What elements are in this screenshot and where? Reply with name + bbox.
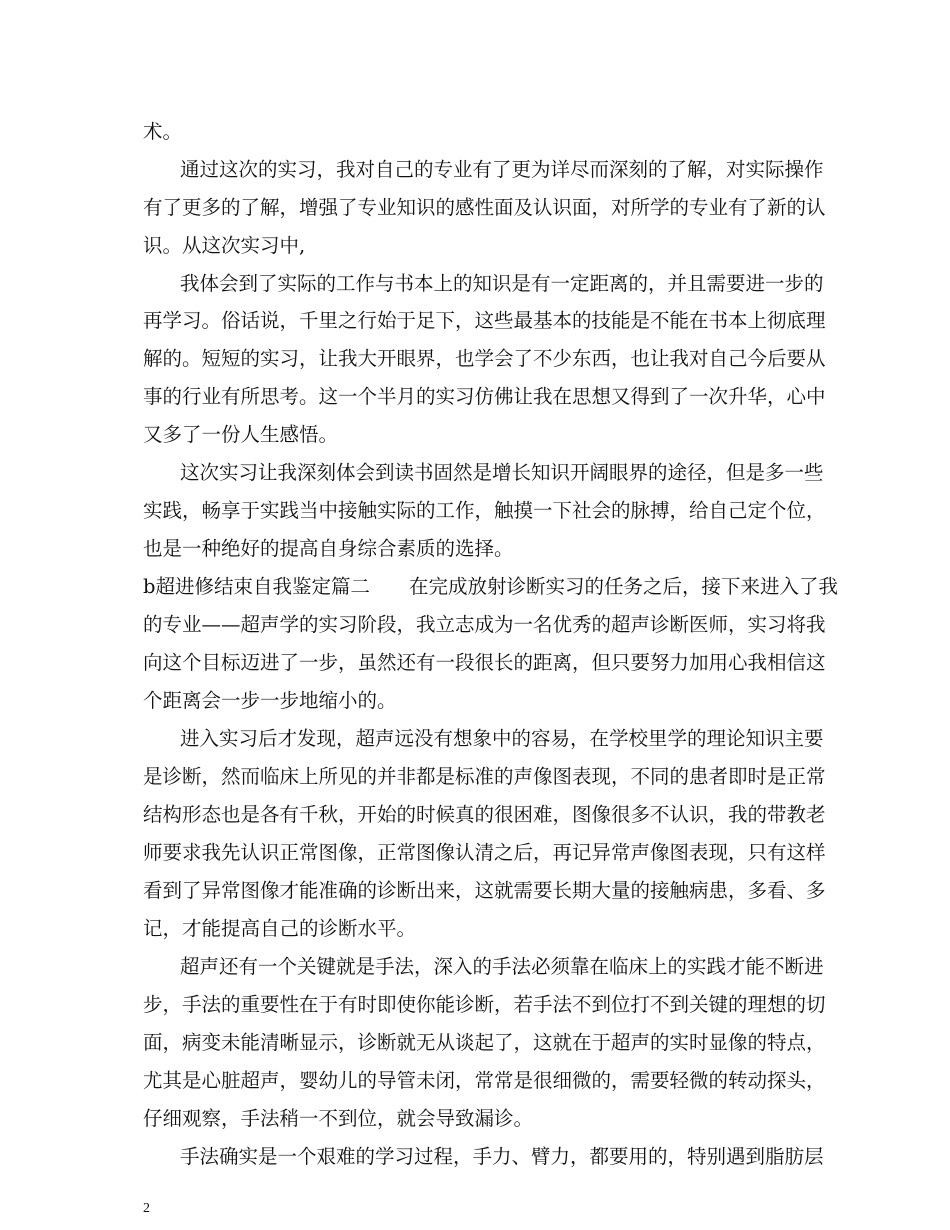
text-line: 步，手法的重要性在于有时即使你能诊断，若手法不到位打不到关键的理想的切 [143,993,826,1016]
text-line: 师要求我先认识正常图像，正常图像认清之后，再记异常声像图表现，只有这样 [143,841,826,864]
section-heading-line: b超进修结束自我鉴定篇二 在完成放射诊断实习的任务之后，接下来进入了我 [143,575,838,598]
text-line: 看到了异常图像才能准确的诊断出来，这就需要长期大量的接触病患，多看、多 [143,879,826,902]
text-line: 个距离会一步一步地缩小的。 [143,689,397,712]
paragraph-start-line: 这次实习让我深刻体会到读书固然是增长知识开阔眼界的途径，但是多一些 [180,461,824,484]
text-line: 再学习。俗话说，千里之行始于足下，这些最基本的技能是不能在书本上彻底理 [143,309,826,332]
text-line: 记，才能提高自己的诊断水平。 [143,917,417,940]
text-line: 结构形态也是各有千秋，开始的时候真的很困难，图像很多不认识，我的带教老 [143,803,826,826]
text-line: 尤其是心脏超声，婴幼儿的导管未闭，常常是很细微的，需要轻微的转动探头， [143,1069,826,1092]
text-line: 有了更多的了解，增强了专业知识的感性面及认识面，对所学的专业有了新的认 [143,196,826,219]
text-line: 仔细观察，手法稍一不到位，就会导致漏诊。 [143,1107,534,1130]
paragraph-start-line: 进入实习后才发现，超声远没有想象中的容易，在学校里学的理论知识主要 [180,727,824,750]
text-line: 解的。短短的实习，让我大开眼界，也学会了不少东西，也让我对自己今后要从 [143,347,826,370]
text-line: 又多了一份人生感悟。 [143,423,339,446]
page-number: 2 [143,1201,150,1216]
paragraph-start-line: 超声还有一个关键就是手法，深入的手法必须靠在临床上的实践才能不断进 [180,955,824,978]
text-line: 是诊断，然而临床上所见的并非都是标准的声像图表现，不同的患者即时是正常 [143,765,826,788]
text-line: 面，病变未能清晰显示，诊断就无从谈起了，这就在于超声的实时显像的特点， [143,1031,826,1054]
text-line: 也是一种绝好的提高自身综合素质的选择。 [143,537,514,560]
text-line: 向这个目标迈进了一步，虽然还有一段很长的距离，但只要努力加用心我相信这 [143,651,826,674]
text-line: 术。 [143,120,183,143]
text-line: 的专业——超声学的实习阶段，我立志成为一名优秀的超声诊断医师，实习将我 [143,613,826,636]
text-line: 事的行业有所思考。这一个半月的实习仿佛让我在思想又得到了一次升华，心中 [143,385,826,408]
text-line: 识。从这次实习中, [143,234,306,257]
paragraph-start-line: 我体会到了实际的工作与书本上的知识是有一定距离的，并且需要进一步的 [180,272,824,295]
paragraph-start-line: 通过这次的实习，我对自己的专业有了更为详尽而深刻的了解，对实际操作 [180,158,824,181]
text-line: 实践，畅享于实践当中接触实际的工作，触摸一下社会的脉搏，给自己定个位， [143,499,826,522]
paragraph-start-line: 手法确实是一个艰难的学习过程，手力、臂力，都要用的，特别遇到脂肪层 [180,1145,824,1168]
